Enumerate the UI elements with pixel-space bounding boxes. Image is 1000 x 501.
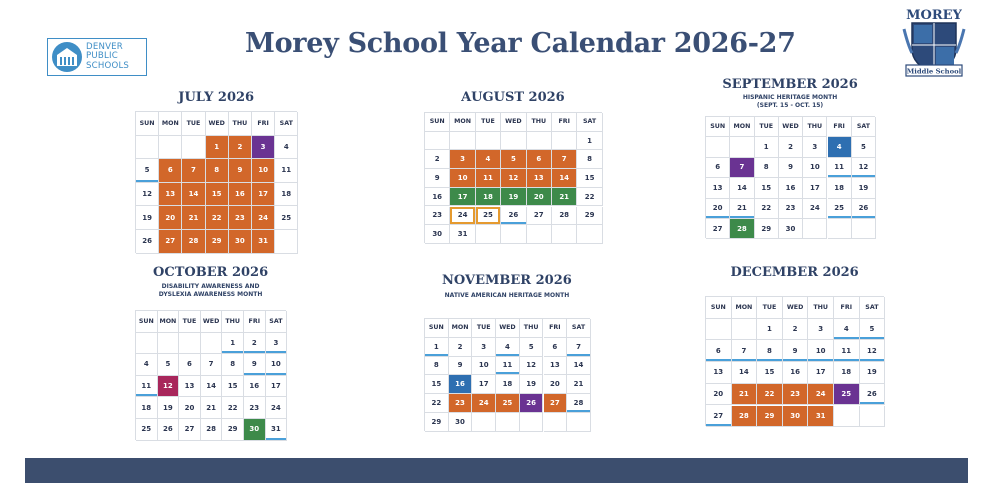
month-subtitle: (SEPT. 15 - OCT. 15) <box>756 102 824 109</box>
weekday-header: THU <box>222 311 244 333</box>
day-cell[interactable]: 15 <box>577 169 602 188</box>
day-cell[interactable]: 21 <box>201 397 223 419</box>
day-cell[interactable]: 5 <box>158 354 180 376</box>
day-cell[interactable]: 16 <box>425 188 450 207</box>
month-title: AUGUST 2026 <box>461 90 565 105</box>
weekday-header: TUE <box>182 112 205 136</box>
day-cell[interactable]: 4 <box>275 136 298 160</box>
day-cell[interactable]: 6 <box>159 159 182 183</box>
day-cell[interactable]: 15 <box>425 375 449 394</box>
day-cell[interactable]: 23 <box>229 206 252 230</box>
day-cell[interactable]: 7 <box>182 159 205 183</box>
weekday-header: THU <box>520 319 544 338</box>
day-cell[interactable]: 10 <box>472 357 496 376</box>
dps-logo <box>47 38 147 76</box>
day-cell[interactable]: 15 <box>206 183 229 207</box>
day-cell[interactable]: 16 <box>244 376 266 398</box>
day-cell[interactable]: 31 <box>808 406 834 428</box>
day-cell[interactable]: 29 <box>757 406 783 428</box>
day-cell[interactable]: 29 <box>425 413 449 432</box>
day-cell[interactable]: 1 <box>757 319 783 341</box>
day-cell[interactable]: 7 <box>732 340 758 362</box>
day-cell[interactable]: 26 <box>501 207 526 226</box>
day-cell[interactable]: 2 <box>244 333 266 355</box>
day-cell[interactable]: 6 <box>706 158 730 178</box>
day-cell[interactable]: 25 <box>834 384 860 406</box>
day-cell[interactable]: 27 <box>706 219 730 239</box>
page-title: Morey School Year Calendar 2026-27 <box>245 28 796 59</box>
day-cell[interactable]: 2 <box>783 319 809 341</box>
month-grid <box>705 296 884 426</box>
weekday-header: FRI <box>244 311 266 333</box>
weekday-header: SUN <box>706 117 730 137</box>
day-cell[interactable]: 19 <box>860 362 886 384</box>
day-cell[interactable]: 30 <box>425 225 450 244</box>
day-cell[interactable]: 10 <box>450 169 475 188</box>
day-cell[interactable]: 15 <box>755 178 779 198</box>
day-cell[interactable]: 5 <box>520 338 544 357</box>
day-cell[interactable]: 21 <box>567 375 591 394</box>
day-cell[interactable]: 3 <box>266 333 288 355</box>
day-cell[interactable]: 1 <box>222 333 244 355</box>
day-cell[interactable]: 24 <box>266 397 288 419</box>
empty-cell <box>201 333 223 355</box>
empty-cell <box>179 333 201 355</box>
day-cell[interactable]: 26 <box>158 419 180 441</box>
day-cell[interactable]: 14 <box>567 357 591 376</box>
weekday-header: FRI <box>544 319 568 338</box>
day-cell[interactable]: 7 <box>567 338 591 357</box>
day-cell[interactable]: 19 <box>136 206 159 230</box>
empty-cell <box>544 413 568 432</box>
day-cell[interactable]: 13 <box>706 362 732 384</box>
empty-cell <box>136 333 158 355</box>
weekday-header: FRI <box>552 113 577 132</box>
weekday-header: THU <box>229 112 252 136</box>
day-cell[interactable]: 13 <box>544 357 568 376</box>
day-cell[interactable]: 15 <box>222 376 244 398</box>
weekday-header: SAT <box>577 113 602 132</box>
day-cell[interactable]: 21 <box>552 188 577 207</box>
day-cell[interactable]: 30 <box>449 413 473 432</box>
day-cell[interactable]: 19 <box>501 188 526 207</box>
weekday-header: FRI <box>252 112 275 136</box>
day-cell[interactable]: 2 <box>425 150 450 169</box>
day-cell[interactable]: 1 <box>755 137 779 157</box>
day-cell[interactable]: 13 <box>159 183 182 207</box>
day-cell[interactable]: 2 <box>779 137 803 157</box>
month-title: JULY 2026 <box>178 90 255 105</box>
day-cell[interactable]: 18 <box>136 397 158 419</box>
day-cell[interactable]: 1 <box>206 136 229 160</box>
day-cell[interactable]: 6 <box>544 338 568 357</box>
empty-cell <box>732 319 758 341</box>
day-cell[interactable]: 18 <box>476 188 501 207</box>
day-cell[interactable]: 29 <box>755 219 779 239</box>
weekday-header: SAT <box>567 319 591 338</box>
month-december <box>705 0 884 501</box>
day-cell[interactable]: 3 <box>450 150 475 169</box>
weekday-header: THU <box>803 117 827 137</box>
day-cell[interactable]: 22 <box>425 394 449 413</box>
empty-cell <box>472 413 496 432</box>
day-cell[interactable]: 7 <box>552 150 577 169</box>
day-cell[interactable]: 2 <box>229 136 252 160</box>
day-cell[interactable]: 27 <box>706 406 732 428</box>
day-cell[interactable]: 16 <box>783 362 809 384</box>
day-cell[interactable]: 7 <box>730 158 754 178</box>
weekday-header: SAT <box>266 311 288 333</box>
day-cell[interactable]: 8 <box>425 357 449 376</box>
day-cell[interactable]: 30 <box>229 230 252 254</box>
day-cell[interactable]: 27 <box>544 394 568 413</box>
dps-line-2: PUBLIC <box>86 51 118 62</box>
empty-cell <box>706 319 732 341</box>
day-cell[interactable]: 6 <box>706 340 732 362</box>
day-cell[interactable]: 10 <box>252 159 275 183</box>
day-cell[interactable]: 14 <box>182 183 205 207</box>
weekday-header: SUN <box>706 297 732 319</box>
day-cell[interactable]: 3 <box>252 136 275 160</box>
empty-cell <box>860 406 886 428</box>
day-cell[interactable]: 27 <box>159 230 182 254</box>
day-cell[interactable]: 13 <box>706 178 730 198</box>
day-cell[interactable]: 12 <box>520 357 544 376</box>
day-cell[interactable]: 23 <box>779 199 803 219</box>
day-cell[interactable]: 28 <box>201 419 223 441</box>
day-cell[interactable]: 11 <box>476 169 501 188</box>
empty-cell <box>567 413 591 432</box>
day-cell[interactable]: 17 <box>472 375 496 394</box>
empty-cell <box>834 406 860 428</box>
weekday-header: SUN <box>136 112 159 136</box>
day-cell[interactable]: 8 <box>757 340 783 362</box>
day-cell[interactable]: 29 <box>577 207 602 226</box>
day-cell[interactable]: 9 <box>779 158 803 178</box>
day-cell[interactable]: 22 <box>222 397 244 419</box>
day-cell[interactable]: 17 <box>450 188 475 207</box>
day-cell[interactable]: 28 <box>182 230 205 254</box>
day-cell[interactable]: 29 <box>206 230 229 254</box>
day-cell[interactable]: 4 <box>834 319 860 341</box>
crest-top-text: MOREY <box>906 8 962 23</box>
day-cell[interactable]: 29 <box>222 419 244 441</box>
day-cell[interactable]: 17 <box>266 376 288 398</box>
day-cell[interactable]: 21 <box>732 384 758 406</box>
day-cell[interactable]: 22 <box>757 384 783 406</box>
day-cell[interactable]: 20 <box>706 384 732 406</box>
weekday-header: WED <box>783 297 809 319</box>
month-subtitle: DISABILITY AWARENESS AND <box>161 283 260 290</box>
weekday-header: WED <box>496 319 520 338</box>
month-subtitle: HISPANIC HERITAGE MONTH <box>742 94 838 101</box>
weekday-header: MON <box>158 311 180 333</box>
day-cell[interactable]: 8 <box>577 150 602 169</box>
day-cell[interactable]: 19 <box>158 397 180 419</box>
day-cell[interactable]: 12 <box>136 183 159 207</box>
day-cell[interactable]: 9 <box>229 159 252 183</box>
day-cell[interactable]: 31 <box>252 230 275 254</box>
day-cell[interactable]: 1 <box>577 132 602 151</box>
month-title: NOVEMBER 2026 <box>442 273 572 288</box>
day-cell[interactable]: 20 <box>706 199 730 219</box>
day-cell[interactable]: 8 <box>222 354 244 376</box>
day-cell[interactable]: 15 <box>757 362 783 384</box>
weekday-header: SUN <box>425 319 449 338</box>
day-cell[interactable]: 30 <box>783 406 809 428</box>
day-cell[interactable]: 10 <box>808 340 834 362</box>
day-cell[interactable]: 3 <box>472 338 496 357</box>
day-cell[interactable]: 8 <box>206 159 229 183</box>
day-cell[interactable]: 18 <box>275 183 298 207</box>
month-subtitle: DYSLEXIA AWARENESS MONTH <box>158 291 263 298</box>
day-cell[interactable]: 22 <box>577 188 602 207</box>
day-cell[interactable]: 5 <box>136 159 159 183</box>
day-cell[interactable]: 4 <box>828 137 852 157</box>
month-title: SEPTEMBER 2026 <box>722 77 858 92</box>
crest-ribbon-text: Middle School <box>906 67 962 76</box>
day-cell[interactable]: 30 <box>779 219 803 239</box>
day-cell[interactable]: 4 <box>476 150 501 169</box>
day-cell[interactable]: 12 <box>501 169 526 188</box>
weekday-header: TUE <box>179 311 201 333</box>
day-cell[interactable]: 25 <box>828 199 852 219</box>
day-cell[interactable]: 6 <box>179 354 201 376</box>
empty-cell <box>496 413 520 432</box>
day-cell[interactable]: 19 <box>852 178 876 198</box>
day-cell[interactable]: 10 <box>803 158 827 178</box>
month-title: DECEMBER 2026 <box>730 265 859 280</box>
day-cell[interactable]: 24 <box>808 384 834 406</box>
day-cell[interactable]: 11 <box>496 357 520 376</box>
dps-line-1: DENVER <box>86 41 123 52</box>
day-cell[interactable]: 4 <box>496 338 520 357</box>
weekday-header: TUE <box>472 319 496 338</box>
day-cell[interactable]: 23 <box>244 397 266 419</box>
weekday-header: THU <box>527 113 552 132</box>
day-cell[interactable]: 11 <box>828 158 852 178</box>
day-cell[interactable]: 23 <box>449 394 473 413</box>
dps-line-3: SCHOOLS <box>86 60 130 71</box>
day-cell[interactable]: 18 <box>496 375 520 394</box>
day-cell[interactable]: 19 <box>520 375 544 394</box>
day-cell[interactable]: 12 <box>852 158 876 178</box>
weekday-header: TUE <box>476 113 501 132</box>
day-cell[interactable]: 31 <box>266 419 288 441</box>
day-cell[interactable]: 2 <box>449 338 473 357</box>
morey-crest-logo <box>898 5 970 81</box>
day-cell[interactable]: 5 <box>860 319 886 341</box>
day-cell[interactable]: 17 <box>252 183 275 207</box>
weekday-header: SUN <box>136 311 158 333</box>
day-cell[interactable]: 16 <box>779 178 803 198</box>
day-cell[interactable]: 24 <box>472 394 496 413</box>
day-cell[interactable]: 26 <box>136 230 159 254</box>
weekday-header: MON <box>730 117 754 137</box>
day-cell[interactable]: 28 <box>567 394 591 413</box>
day-cell[interactable]: 9 <box>425 169 450 188</box>
weekday-header: FRI <box>834 297 860 319</box>
day-cell[interactable]: 11 <box>136 376 158 398</box>
day-cell[interactable]: 6 <box>527 150 552 169</box>
day-cell[interactable]: 31 <box>450 225 475 244</box>
weekday-header: MON <box>159 112 182 136</box>
day-cell[interactable]: 13 <box>179 376 201 398</box>
day-cell[interactable]: 12 <box>860 340 886 362</box>
day-cell[interactable]: 20 <box>527 188 552 207</box>
day-cell[interactable]: 17 <box>803 178 827 198</box>
day-cell[interactable]: 28 <box>730 219 754 239</box>
weekday-header: TUE <box>755 117 779 137</box>
day-cell[interactable]: 27 <box>179 419 201 441</box>
month-grid <box>424 318 590 431</box>
weekday-header: TUE <box>757 297 783 319</box>
weekday-header: WED <box>201 311 223 333</box>
day-cell[interactable]: 14 <box>201 376 223 398</box>
day-cell[interactable]: 16 <box>229 183 252 207</box>
weekday-header: FRI <box>828 117 852 137</box>
weekday-header: SAT <box>860 297 886 319</box>
weekday-header: THU <box>808 297 834 319</box>
weekday-header: WED <box>501 113 526 132</box>
day-cell[interactable]: 23 <box>783 384 809 406</box>
day-cell[interactable]: 17 <box>808 362 834 384</box>
day-cell[interactable]: 13 <box>527 169 552 188</box>
day-cell[interactable]: 28 <box>552 207 577 226</box>
day-cell[interactable]: 1 <box>425 338 449 357</box>
day-cell[interactable]: 16 <box>449 375 473 394</box>
day-cell[interactable]: 27 <box>527 207 552 226</box>
empty-cell <box>158 333 180 355</box>
month-november <box>424 0 590 501</box>
dps-emblem-icon <box>51 41 83 73</box>
day-cell[interactable]: 22 <box>755 199 779 219</box>
day-cell[interactable]: 14 <box>730 178 754 198</box>
day-cell[interactable]: 20 <box>544 375 568 394</box>
day-cell[interactable]: 9 <box>449 357 473 376</box>
day-cell[interactable]: 25 <box>496 394 520 413</box>
day-cell[interactable]: 3 <box>803 137 827 157</box>
weekday-header: SAT <box>852 117 876 137</box>
day-cell[interactable]: 22 <box>206 206 229 230</box>
day-cell[interactable]: 12 <box>158 376 180 398</box>
day-cell[interactable]: 24 <box>803 199 827 219</box>
day-cell[interactable]: 8 <box>755 158 779 178</box>
month-title: OCTOBER 2026 <box>153 265 269 280</box>
day-cell[interactable]: 26 <box>852 199 876 219</box>
weekday-header: MON <box>450 113 475 132</box>
day-cell[interactable]: 24 <box>252 206 275 230</box>
day-cell[interactable]: 21 <box>730 199 754 219</box>
month-october <box>135 0 286 501</box>
day-cell[interactable]: 5 <box>501 150 526 169</box>
day-cell[interactable]: 20 <box>159 206 182 230</box>
day-cell[interactable]: 30 <box>244 419 266 441</box>
day-cell[interactable]: 25 <box>476 207 501 226</box>
day-cell[interactable]: 11 <box>275 159 298 183</box>
day-cell[interactable]: 21 <box>182 206 205 230</box>
empty-cell <box>520 413 544 432</box>
day-cell[interactable]: 18 <box>828 178 852 198</box>
day-cell[interactable]: 24 <box>450 207 475 226</box>
day-cell[interactable]: 4 <box>136 354 158 376</box>
day-cell[interactable]: 14 <box>552 169 577 188</box>
day-cell[interactable]: 23 <box>425 207 450 226</box>
month-subtitle: NATIVE AMERICAN HERITAGE MONTH <box>444 292 570 299</box>
day-cell[interactable]: 25 <box>136 419 158 441</box>
day-cell[interactable]: 10 <box>266 354 288 376</box>
weekday-header: MON <box>449 319 473 338</box>
footer-bar <box>25 458 968 483</box>
day-cell[interactable]: 14 <box>732 362 758 384</box>
day-cell[interactable]: 18 <box>834 362 860 384</box>
day-cell[interactable]: 7 <box>201 354 223 376</box>
day-cell[interactable]: 20 <box>179 397 201 419</box>
day-cell[interactable]: 28 <box>732 406 758 428</box>
weekday-header: SUN <box>425 113 450 132</box>
day-cell[interactable]: 26 <box>860 384 886 406</box>
weekday-header: WED <box>779 117 803 137</box>
month-grid <box>135 310 286 440</box>
day-cell[interactable]: 3 <box>808 319 834 341</box>
weekday-header: SAT <box>275 112 298 136</box>
day-cell[interactable]: 9 <box>783 340 809 362</box>
dps-wordmark <box>86 43 129 72</box>
weekday-header: MON <box>732 297 758 319</box>
day-cell[interactable]: 25 <box>275 206 298 230</box>
day-cell[interactable]: 11 <box>834 340 860 362</box>
day-cell[interactable]: 5 <box>852 137 876 157</box>
day-cell[interactable]: 26 <box>520 394 544 413</box>
weekday-header: WED <box>206 112 229 136</box>
day-cell[interactable]: 9 <box>244 354 266 376</box>
